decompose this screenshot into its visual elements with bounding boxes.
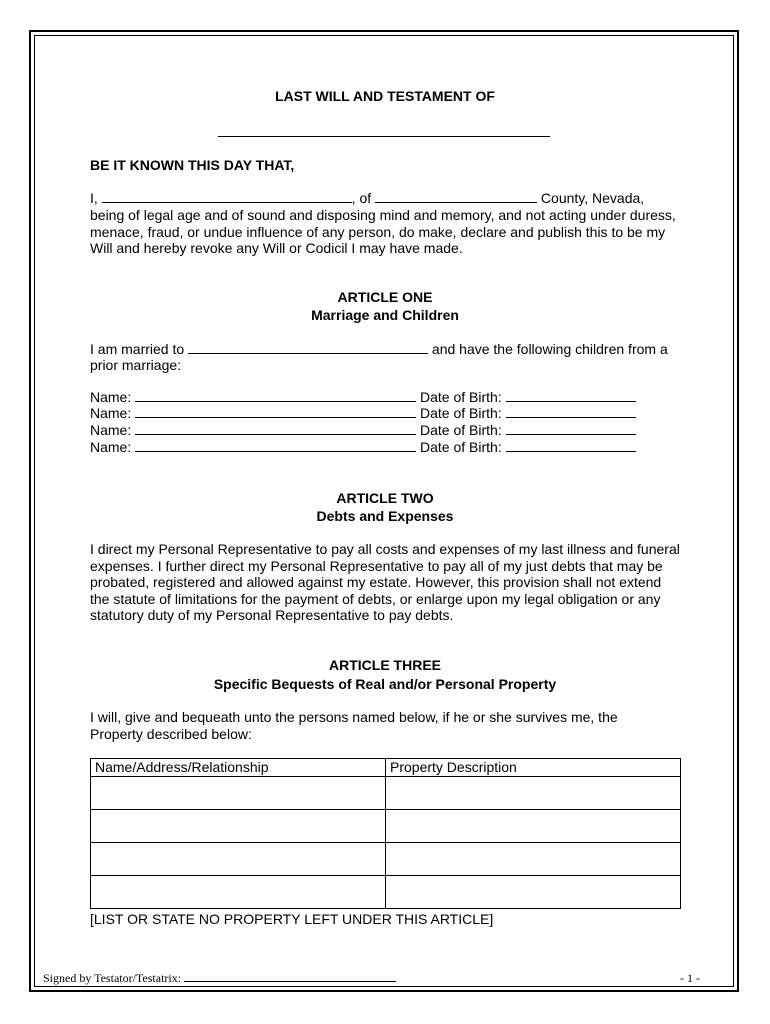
- child-name-label: Name:: [90, 422, 132, 438]
- property-description-cell[interactable]: [386, 777, 681, 810]
- prior-marriage-label: prior marriage:: [90, 357, 182, 373]
- intro-line-1: [90, 190, 644, 207]
- child-name-field[interactable]: [135, 405, 416, 418]
- document-title: LAST WILL AND TESTAMENT OF: [275, 88, 495, 104]
- signature-field[interactable]: [184, 971, 396, 982]
- page-number: - 1 -: [680, 971, 700, 985]
- article-three-subheading: Specific Bequests of Real and/or Personal Property: [213, 676, 557, 692]
- child-row: [90, 422, 636, 439]
- testator-full-name-field[interactable]: [102, 190, 352, 203]
- child-dob-field[interactable]: [506, 439, 636, 452]
- intro-line-2: being of legal age and of sound and disposing mind and memory, and not acting under duress,: [90, 207, 676, 223]
- table-row: [91, 777, 681, 810]
- article-two-subheading: Debts and Expenses: [316, 508, 454, 524]
- child-name-label: Name:: [90, 389, 132, 405]
- married-line: [90, 341, 668, 358]
- intro-line-4: Will and hereby revoke any Will or Codicil I may have made.: [90, 240, 463, 256]
- intro-county-label: County, Nevada,: [540, 190, 645, 206]
- child-name-field[interactable]: [135, 439, 416, 452]
- spouse-name-field[interactable]: [188, 341, 428, 354]
- name-address-cell[interactable]: [91, 876, 386, 909]
- child-row: [90, 439, 636, 456]
- table-row: [91, 843, 681, 876]
- child-name-label: Name:: [90, 439, 132, 455]
- property-description-cell[interactable]: [386, 810, 681, 843]
- article-one-subheading: Marriage and Children: [311, 307, 459, 323]
- column-header-property: Property Description: [386, 759, 681, 777]
- article-three-heading: ARTICLE THREE: [329, 657, 441, 673]
- child-name-label: Name:: [90, 405, 132, 421]
- child-dob-field[interactable]: [506, 405, 636, 418]
- property-description-cell[interactable]: [386, 843, 681, 876]
- married-label: I am married to: [90, 341, 185, 357]
- intro-i-label: I,: [90, 190, 98, 206]
- column-header-name: Name/Address/Relationship: [91, 759, 386, 777]
- child-dob-field[interactable]: [506, 422, 636, 435]
- child-row: [90, 389, 636, 406]
- child-dob-label: Date of Birth:: [420, 439, 502, 455]
- signature-line: [43, 971, 396, 986]
- article-three-text: I will, give and bequeath unto the persons named below, if he or she survives me, the Property described below:: [90, 709, 618, 742]
- child-dob-label: Date of Birth:: [420, 389, 502, 405]
- intro-heading: BE IT KNOWN THIS DAY THAT,: [90, 157, 295, 173]
- table-header-row: [91, 759, 681, 777]
- signed-label: Signed by Testator/Testatrix:: [43, 971, 182, 985]
- table-row: [91, 876, 681, 909]
- bequests-table: [90, 758, 681, 909]
- name-address-cell[interactable]: [91, 810, 386, 843]
- child-name-field[interactable]: [135, 422, 416, 435]
- children-label: and have the following children from a: [431, 341, 668, 357]
- property-description-cell[interactable]: [386, 876, 681, 909]
- child-dob-field[interactable]: [506, 389, 636, 402]
- intro-line-3: menace, fraud, or undue influence of any person, do make, declare and publish this to be my: [90, 224, 666, 240]
- article-two-heading: ARTICLE TWO: [336, 490, 434, 506]
- child-row: [90, 405, 636, 422]
- article-one-heading: ARTICLE ONE: [337, 289, 433, 305]
- intro-of-label: , of: [351, 190, 372, 206]
- name-address-cell[interactable]: [91, 777, 386, 810]
- article-two-text: I direct my Personal Representative to pay all costs and expenses of my last illness and funeral expenses. I further direct my Personal Representative to pay all of my just debts that may be probated, registered and allowed against my estate. However, this provision shall not extend the statute of limitations for the payment of debts, or enlarge upon my legal obligation or any statutory duty of my Personal Representative to pay debts.: [90, 541, 680, 623]
- testator-name-field[interactable]: [218, 136, 550, 137]
- name-address-cell[interactable]: [91, 843, 386, 876]
- child-dob-label: Date of Birth:: [420, 422, 502, 438]
- no-property-note: [LIST OR STATE NO PROPERTY LEFT UNDER THIS ARTICLE]: [90, 911, 494, 927]
- county-field[interactable]: [375, 190, 537, 203]
- child-dob-label: Date of Birth:: [420, 405, 502, 421]
- table-row: [91, 810, 681, 843]
- child-name-field[interactable]: [135, 389, 416, 402]
